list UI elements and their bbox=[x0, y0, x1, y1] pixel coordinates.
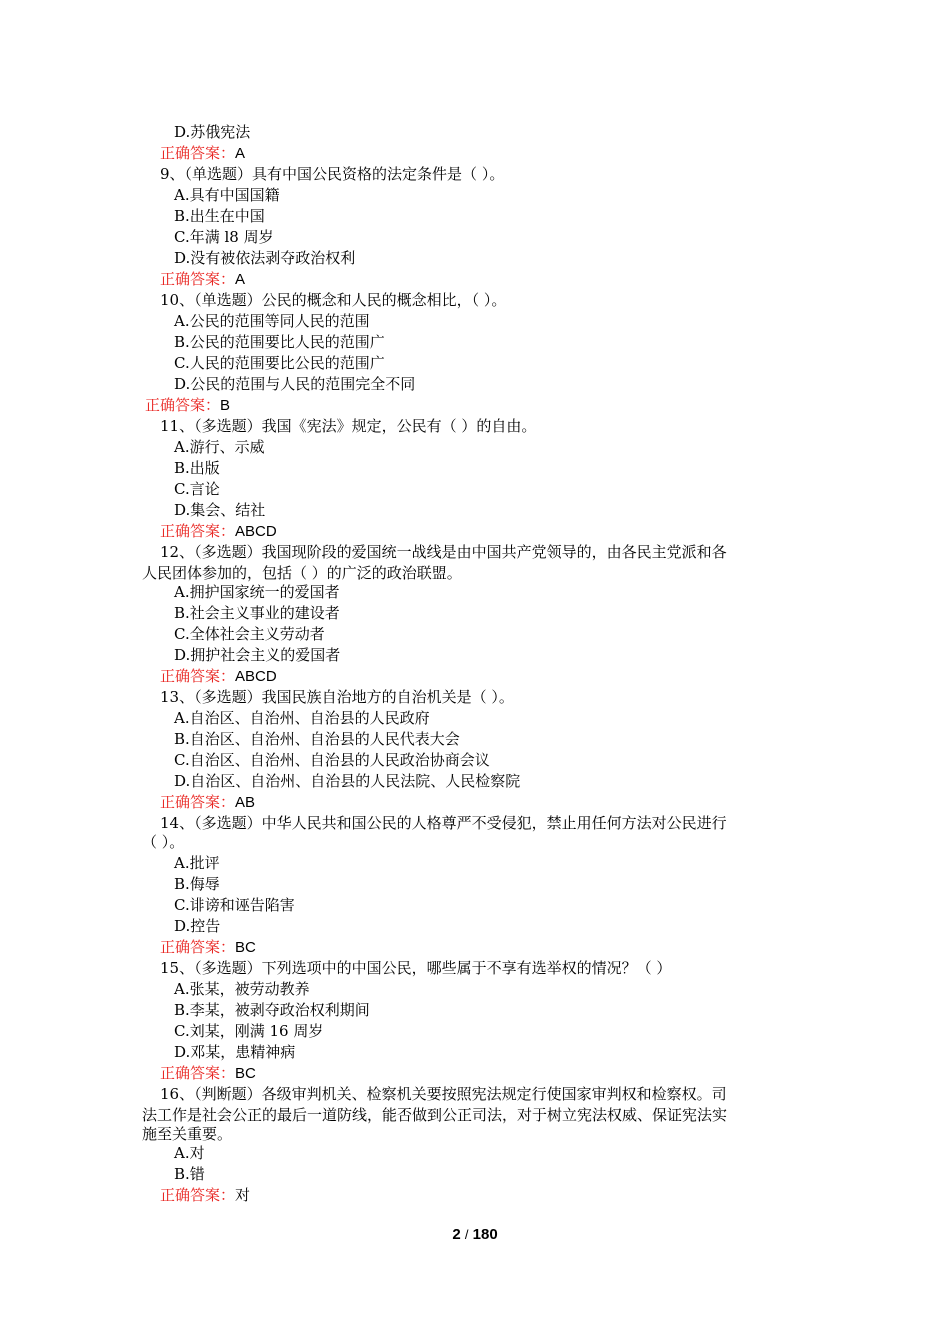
answer-option: D.集会、结社 bbox=[174, 501, 266, 519]
question-text: 14、（多选题）中华人民共和国公民的人格尊严不受侵犯，禁止用任何方法对公民进行 bbox=[160, 814, 727, 832]
answer-option: B.错 bbox=[174, 1165, 205, 1183]
answer-option: B.侮辱 bbox=[174, 875, 220, 893]
page-separator: / bbox=[464, 1227, 469, 1242]
answer-option: D.控告 bbox=[174, 917, 221, 935]
question-text-continued: 施至关重要。 bbox=[142, 1125, 233, 1143]
question-text-continued: 人民团体参加的，包括（ ）的广泛的政治联盟。 bbox=[142, 564, 462, 582]
answer-option: D.拥护社会主义的爱国者 bbox=[174, 646, 341, 664]
correct-answer bbox=[160, 1185, 250, 1206]
question-text: 12、（多选题）我国现阶段的爱国统一战线是由中国共产党领导的，由各民主党派和各 bbox=[160, 543, 727, 561]
answer-option: D.没有被依法剥夺政治权利 bbox=[174, 249, 356, 267]
question-text: 11、（多选题）我国《宪法》规定，公民有（ ）的自由。 bbox=[160, 417, 537, 435]
answer-label: 正确答案： bbox=[160, 667, 236, 685]
question-text: 13、（多选题）我国民族自治地方的自治机关是（ ）。 bbox=[160, 688, 514, 706]
answer-option: B.社会主义事业的建设者 bbox=[174, 604, 340, 622]
correct-answer bbox=[160, 792, 255, 813]
answer-value: ABCD bbox=[235, 668, 277, 685]
answer-option: D.自治区、自治州、自治县的人民法院、人民检察院 bbox=[174, 772, 521, 790]
correct-answer bbox=[160, 937, 256, 958]
answer-label: 正确答案： bbox=[145, 396, 221, 414]
correct-answer bbox=[160, 269, 245, 290]
answer-option: A.拥护国家统一的爱国者 bbox=[174, 583, 340, 601]
answer-value: BC bbox=[235, 1065, 256, 1082]
answer-option: C.人民的范围要比公民的范围广 bbox=[174, 354, 385, 372]
answer-option: A.自治区、自治州、自治县的人民政府 bbox=[174, 709, 430, 727]
answer-option: C.全体社会主义劳动者 bbox=[174, 625, 325, 643]
answer-value: A bbox=[235, 271, 246, 288]
question-text: 10、（单选题）公民的概念和人民的概念相比，（ ）。 bbox=[160, 291, 507, 309]
correct-answer bbox=[160, 1063, 256, 1084]
answer-option: A.张某，被劳动教养 bbox=[174, 980, 310, 998]
answer-option: C.自治区、自治州、自治县的人民政治协商会议 bbox=[174, 751, 490, 769]
total-pages: 180 bbox=[472, 1226, 498, 1243]
current-page: 2 bbox=[452, 1226, 461, 1243]
answer-option: B.自治区、自治州、自治县的人民代表大会 bbox=[174, 730, 460, 748]
answer-value: 对 bbox=[235, 1187, 251, 1204]
answer-option: B.出生在中国 bbox=[174, 207, 265, 225]
answer-label: 正确答案： bbox=[160, 938, 236, 956]
page-number bbox=[0, 1226, 950, 1243]
question-text: 15、（多选题）下列选项中的中国公民，哪些属于不享有选举权的情况？（ ） bbox=[160, 959, 672, 977]
answer-option: A.游行、示威 bbox=[174, 438, 265, 456]
answer-value: AB bbox=[235, 794, 256, 811]
question-text: 16、（判断题）各级审判机关、检察机关要按照宪法规定行使国家审判权和检察权。司 bbox=[160, 1085, 727, 1103]
answer-label: 正确答案： bbox=[160, 1186, 236, 1204]
correct-answer bbox=[160, 666, 277, 687]
question-text-continued: （ ）。 bbox=[142, 833, 185, 851]
answer-option: C.诽谤和诬告陷害 bbox=[174, 896, 295, 914]
answer-option: A.具有中国国籍 bbox=[174, 186, 280, 204]
question-text-continued: 法工作是社会公正的最后一道防线，能否做到公正司法，对于树立宪法权威、保证宪法实 bbox=[142, 1106, 728, 1124]
answer-value: BC bbox=[235, 939, 256, 956]
answer-option: D.苏俄宪法 bbox=[174, 123, 251, 141]
answer-option: C.刘某，刚满 16 周岁 bbox=[174, 1022, 324, 1040]
answer-option: B.出版 bbox=[174, 459, 220, 477]
answer-value: A bbox=[235, 145, 246, 162]
answer-option: C.年满 l8 周岁 bbox=[174, 228, 274, 246]
answer-option: D.公民的范围与人民的范围完全不同 bbox=[174, 375, 416, 393]
answer-option: C.言论 bbox=[174, 480, 220, 498]
question-text: 9、（单选题）具有中国公民资格的法定条件是（ ）。 bbox=[160, 165, 505, 183]
answer-option: D.邓某，患精神病 bbox=[174, 1043, 296, 1061]
answer-option: A.批评 bbox=[174, 854, 220, 872]
answer-label: 正确答案： bbox=[160, 270, 236, 288]
answer-value: B bbox=[220, 397, 231, 414]
answer-label: 正确答案： bbox=[160, 1064, 236, 1082]
correct-answer bbox=[160, 521, 277, 542]
answer-option: B.公民的范围要比人民的范围广 bbox=[174, 333, 385, 351]
answer-label: 正确答案： bbox=[160, 522, 236, 540]
correct-answer bbox=[145, 395, 230, 416]
answer-option: A.对 bbox=[174, 1144, 205, 1162]
correct-answer bbox=[160, 143, 245, 164]
answer-value: ABCD bbox=[235, 523, 277, 540]
answer-label: 正确答案： bbox=[160, 793, 236, 811]
answer-option: B.李某，被剥夺政治权利期间 bbox=[174, 1001, 370, 1019]
answer-option: A.公民的范围等同人民的范围 bbox=[174, 312, 370, 330]
answer-label: 正确答案： bbox=[160, 144, 236, 162]
